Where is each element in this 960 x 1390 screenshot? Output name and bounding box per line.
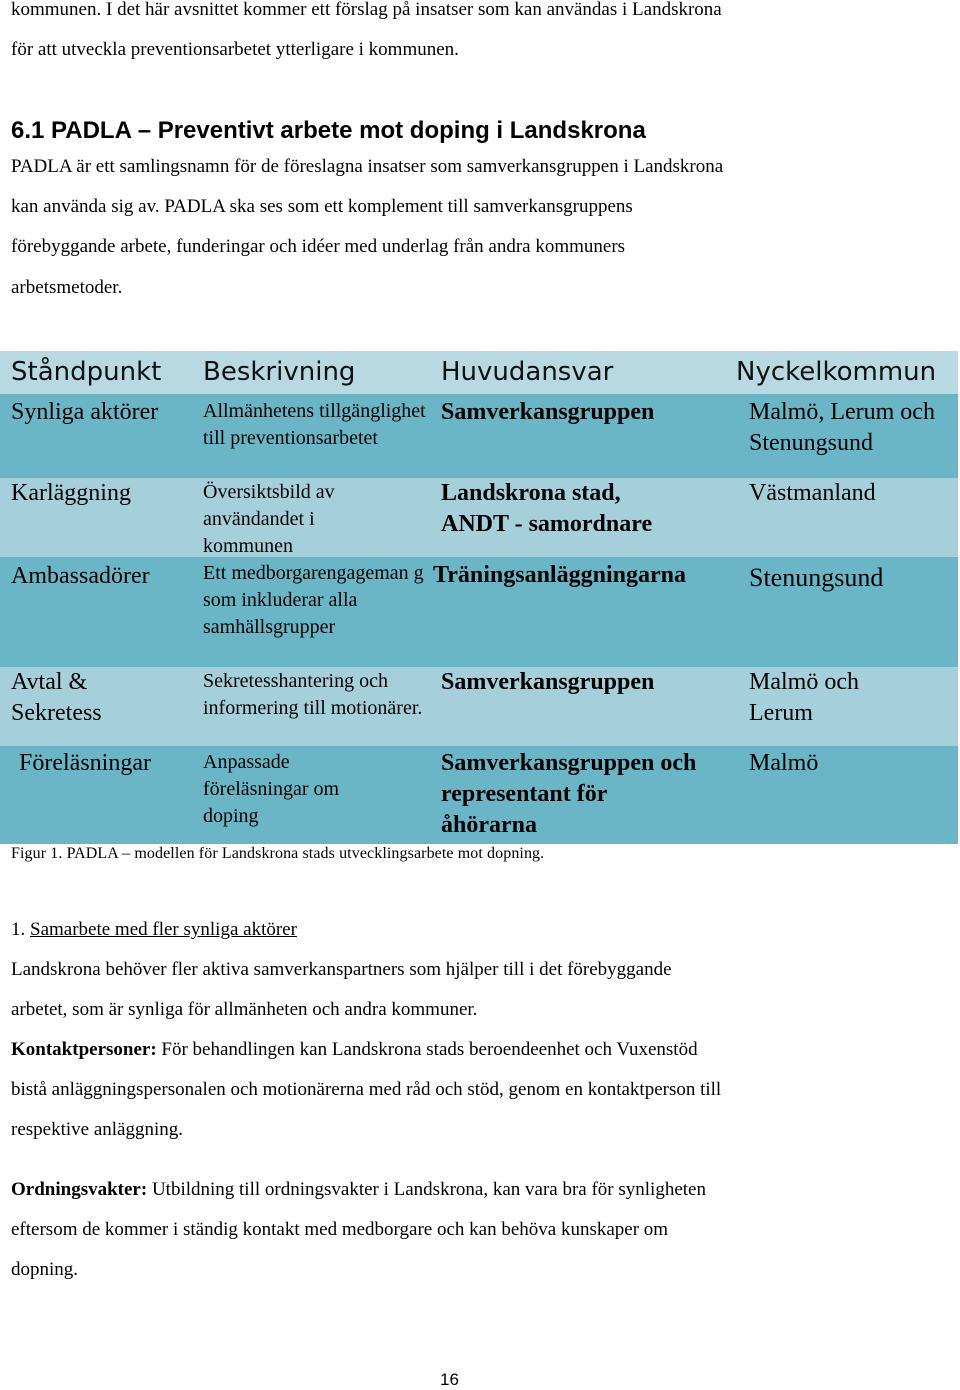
cell-standpunkt: Ambassadörer	[11, 563, 150, 589]
cell-huvudansvar: Landskrona stad, ANDT - samordnare	[441, 480, 653, 537]
header-standpunkt: Ståndpunkt	[11, 357, 162, 387]
cell-beskrivning: Sekretesshantering och informering till motionärer.	[203, 670, 423, 719]
intro-line-2: för att utveckla preventionsarbetet ytterligare i kommunen.	[11, 39, 459, 60]
cell-huvudansvar: Samverkansgruppen	[441, 399, 655, 425]
cell-beskrivning: Anpassade föreläsningar om doping	[203, 751, 340, 827]
cell-standpunkt: Avtal & Sekretess	[11, 669, 102, 726]
cell-beskrivning: Allmänhetens tillgänglighet till preventionsarbetet	[203, 400, 426, 449]
item-1-line: Landskrona behöver fler aktiva samverkanspartners som hjälper till i det förebyggande	[11, 959, 672, 980]
cell-huvudansvar: Träningsanläggningarna	[433, 562, 686, 588]
ordning-line: dopning.	[11, 1259, 79, 1280]
cell-standpunkt: Föreläsningar	[19, 750, 151, 776]
table-row	[0, 559, 958, 665]
kontakt-line: respektive anläggning.	[11, 1119, 184, 1140]
ordning-line: eftersom de kommer i ständig kontakt med medborgare och kan behöva kunskaper om	[11, 1219, 669, 1240]
cell-standpunkt: Karläggning	[11, 480, 131, 506]
section-para-line: kan använda sig av. PADLA ska ses som ett komplement till samverkansgruppens	[11, 196, 633, 217]
section-para-line: arbetsmetoder.	[11, 277, 123, 298]
cell-huvudansvar: Samverkansgruppen	[441, 669, 655, 695]
kontakt-label: Kontaktpersoner:	[11, 1039, 157, 1060]
table-row	[0, 397, 958, 476]
padla-table	[0, 351, 958, 844]
kontakt-paragraph	[11, 1038, 698, 1062]
header-huvudansvar: Huvudansvar	[441, 357, 614, 387]
intro-line-1: kommunen. I det här avsnittet kommer ett förslag på insatser som kan användas i Landskrona	[11, 0, 722, 20]
cell-nyckelkommun: Västmanland	[749, 480, 876, 506]
ordning-label: Ordningsvakter:	[11, 1179, 148, 1200]
cell-standpunkt: Synliga aktörer	[11, 399, 159, 425]
page-number: 16	[440, 1370, 459, 1389]
section-para-line: PADLA är ett samlingsnamn för de föreslagna insatser som samverkansgruppen i Landskrona	[11, 156, 724, 177]
kontakt-line: bistå anläggningspersonalen och motionärerna med råd och stöd, genom en kontaktperson till	[11, 1079, 722, 1100]
header-beskrivning: Beskrivning	[203, 357, 356, 387]
item-1-heading	[11, 918, 297, 942]
table-header-row	[0, 351, 958, 394]
cell-nyckelkommun: Malmö och Lerum	[749, 669, 859, 726]
cell-nyckelkommun: Stenungsund	[749, 563, 884, 592]
kontakt-text: För behandlingen kan Landskrona stads beroendeenhet och Vuxenstöd	[156, 1039, 698, 1060]
item-1-number: 1.	[11, 919, 26, 940]
item-1-line: arbetet, som är synliga för allmänheten och andra kommuner.	[11, 999, 478, 1020]
table-row	[0, 748, 958, 844]
item-1-title: Samarbete med fler synliga aktörer	[30, 919, 297, 940]
cell-beskrivning: Ett medborgarengageman g som inkluderar alla samhällsgrupper	[203, 562, 424, 638]
cell-nyckelkommun: Malmö, Lerum och Stenungsund	[749, 399, 935, 456]
ordning-text: Utbildning till ordningsvakter i Landskrona, kan vara bra för synligheten	[147, 1179, 706, 1200]
section-heading: 6.1 PADLA – Preventivt arbete mot doping i Landskrona	[11, 117, 646, 144]
table-row	[0, 667, 958, 746]
ordning-paragraph	[11, 1178, 706, 1202]
header-nyckelkommun: Nyckelkommun	[736, 357, 937, 387]
cell-nyckelkommun: Malmö	[749, 750, 819, 776]
cell-huvudansvar: Samverkansgruppen och representant för åhörarna	[441, 750, 697, 838]
table-row	[0, 478, 958, 557]
figure-caption: Figur 1. PADLA – modellen för Landskrona stads utvecklingsarbete mot dopning.	[11, 845, 545, 862]
section-para-line: förebyggande arbete, funderingar och idéer med underlag från andra kommuners	[11, 236, 626, 257]
cell-beskrivning: Översiktsbild av användandet i kommunen	[203, 481, 335, 557]
